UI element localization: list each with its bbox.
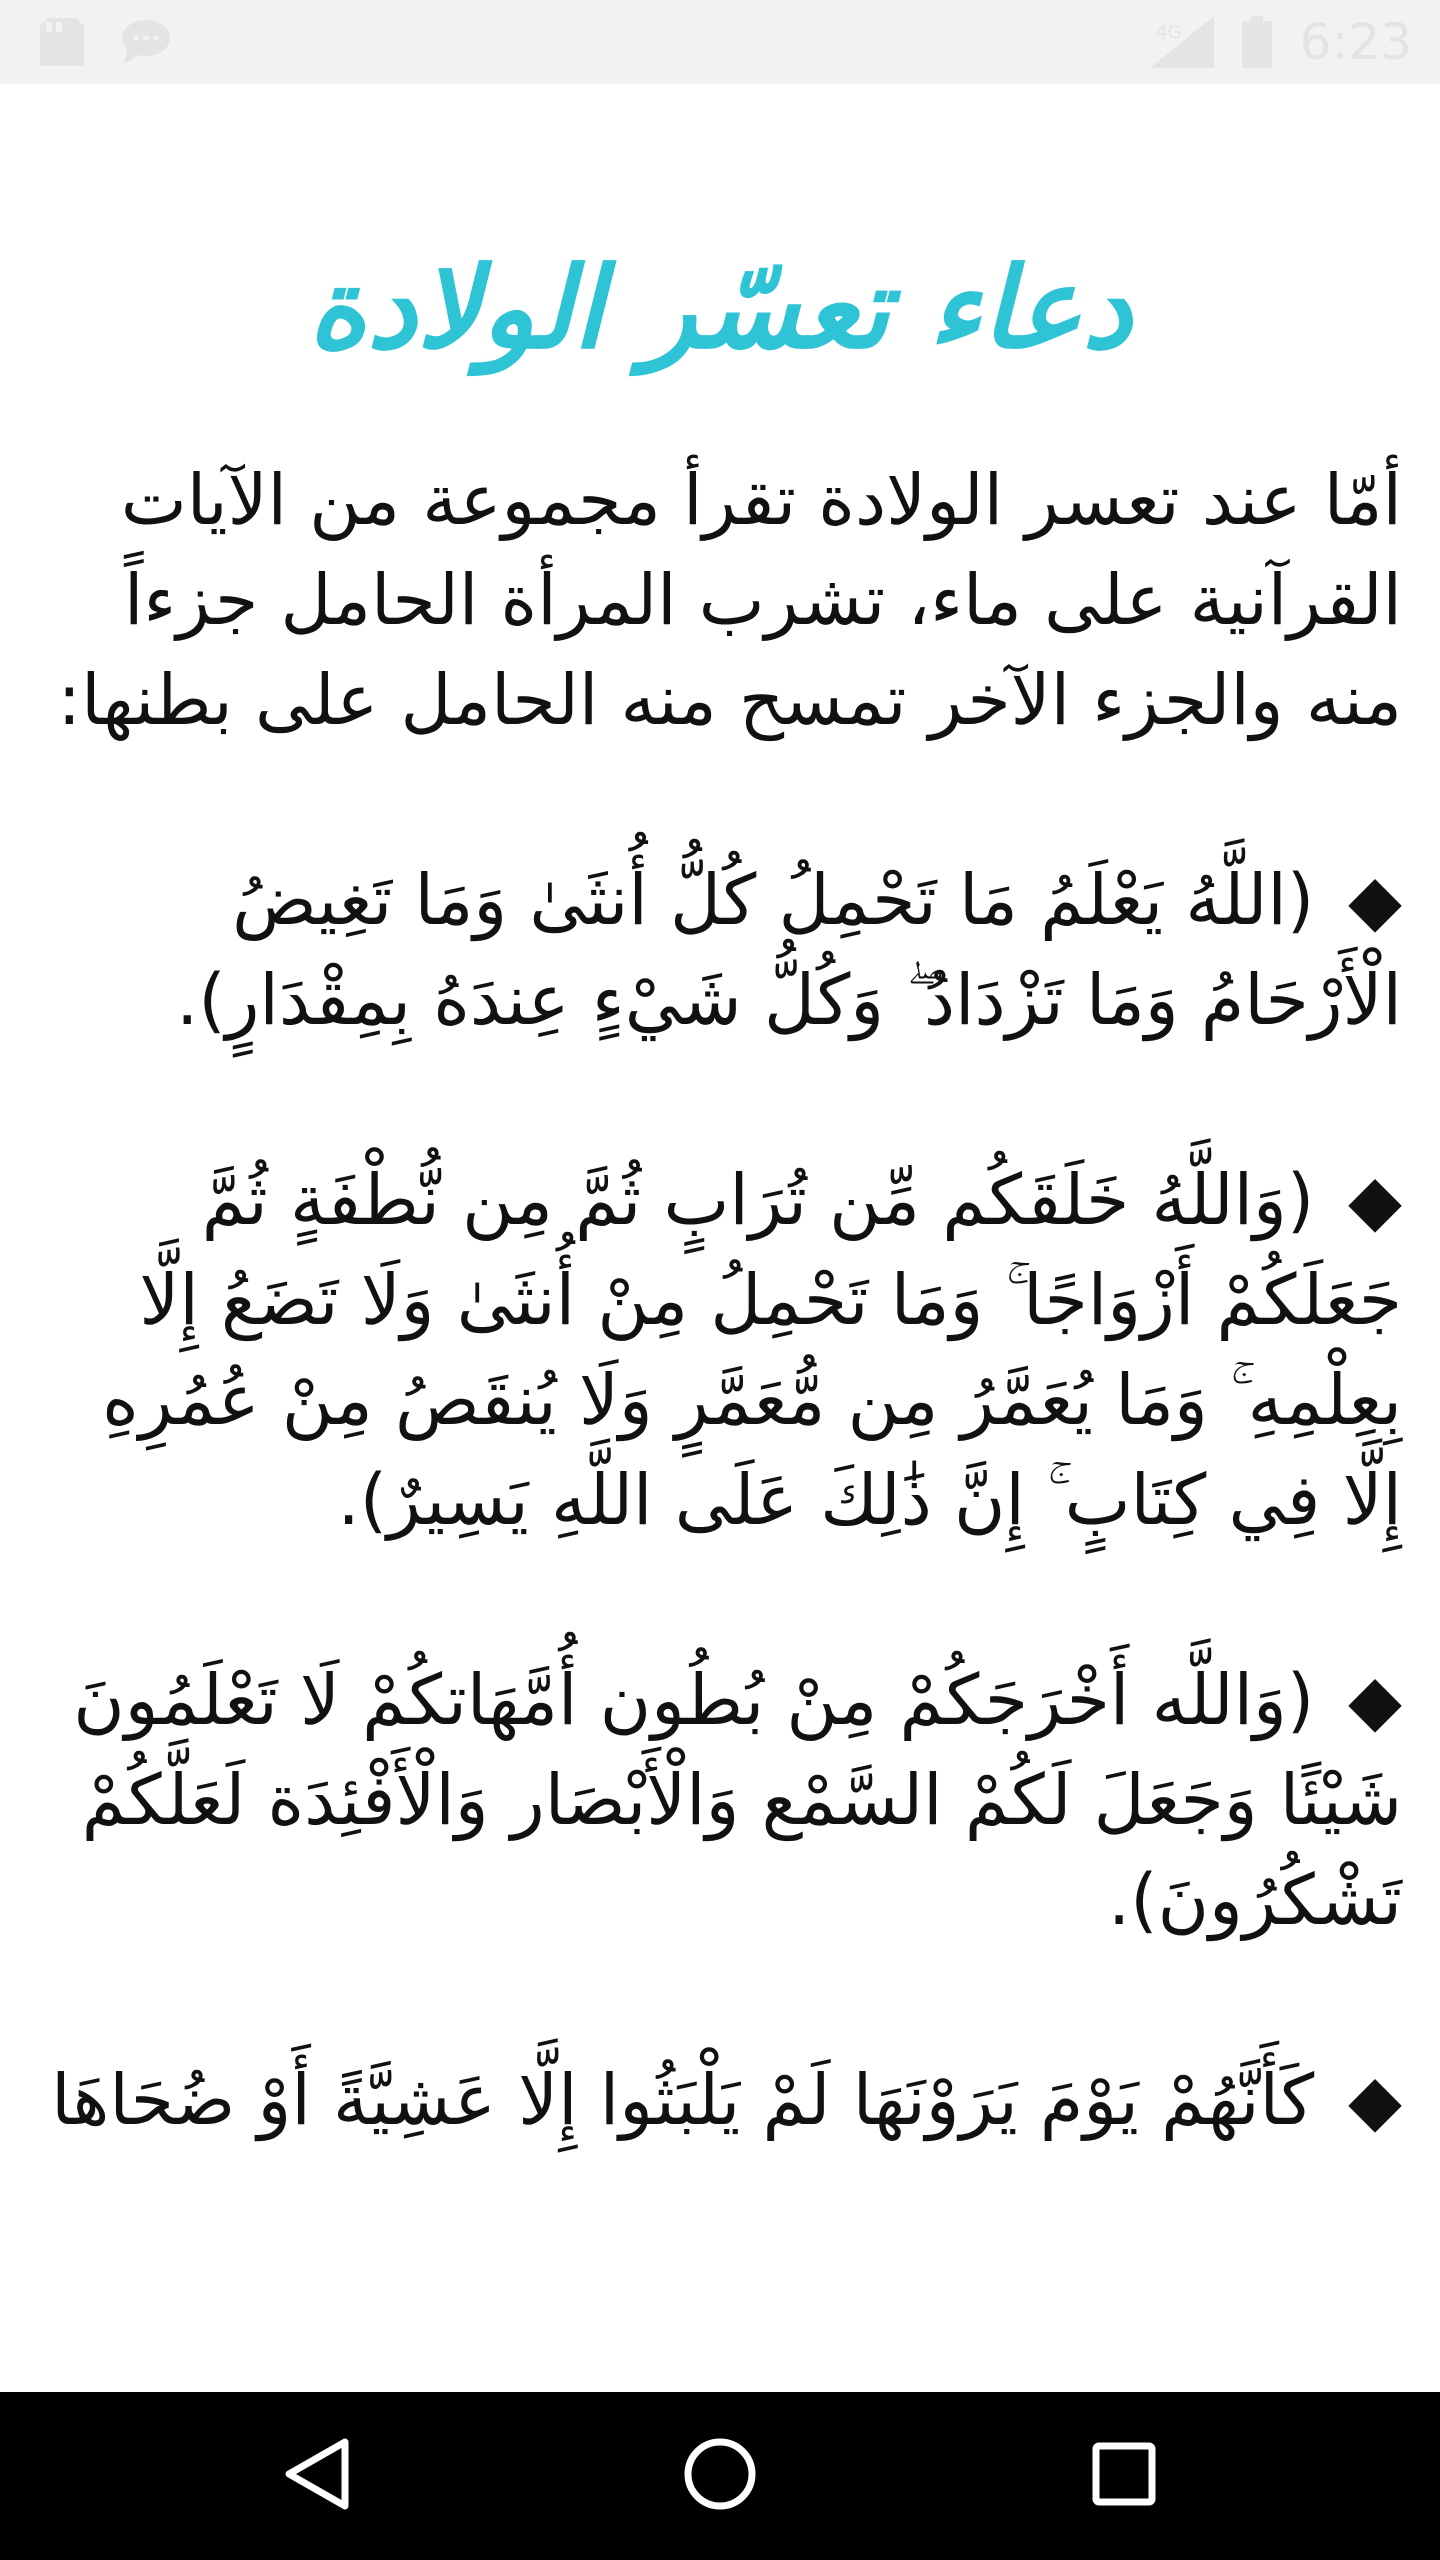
diamond-bullet-icon: ◆ bbox=[1348, 2059, 1402, 2141]
verse-item bbox=[50, 850, 1402, 1050]
page-title: دعاء تعسّر الولادة bbox=[308, 244, 1132, 374]
verse-text: كَأَنَّهُمْ يَوْمَ يَرَوْنَهَا لَمْ يَلْبَثُوا إِلَّا عَشِيَّةً أَوْ ضُحَاهَا bbox=[51, 2059, 1315, 2141]
home-icon bbox=[683, 2437, 757, 2515]
status-time: 6:23 bbox=[1299, 13, 1412, 71]
network-type-label: 4G bbox=[1155, 22, 1182, 43]
verse-item bbox=[50, 1650, 1402, 1950]
notification-icon bbox=[40, 18, 84, 66]
diamond-bullet-icon: ◆ bbox=[1348, 1159, 1402, 1241]
status-left bbox=[40, 18, 172, 66]
home-button[interactable] bbox=[670, 2426, 770, 2526]
diamond-bullet-icon: ◆ bbox=[1348, 1659, 1402, 1741]
diamond-bullet-icon: ◆ bbox=[1348, 859, 1402, 941]
battery-icon bbox=[1242, 16, 1272, 68]
intro-paragraph: أمّا عند تعسر الولادة تقرأ مجموعة من الآيات القرآنية على ماء، تشرب المرأة الحامل جزءاً منه والجزء الآخر تمسح منه الحامل على بطنها: bbox=[57, 459, 1402, 741]
recents-icon bbox=[1092, 2442, 1156, 2510]
status-right bbox=[1150, 0, 1412, 84]
verse-text: (وَاللَّه أَخْرَجَكُمْ مِنْ بُطُون أُمَّهَاتكُمْ لَا تَعْلَمُونَ شَيْئًا وَجَعَلَ لَكُمْ السَّمْع وَالْأَبْصَار وَالْأَفْئِدَة لَعَلَّكُمْ تَشْكُرُونَ). bbox=[73, 1659, 1402, 1941]
signal-icon bbox=[1150, 16, 1214, 68]
verse-text: (اللَّهُ يَعْلَمُ مَا تَحْمِلُ كُلُّ أُنثَىٰ وَمَا تَغِيضُ الْأَرْحَامُ وَمَا تَزْدَادُ ۖ وَكُلُّ شَيْءٍ عِندَهُ بِمِقْدَارٍ). bbox=[176, 859, 1402, 1041]
back-button[interactable] bbox=[266, 2426, 366, 2526]
article-content[interactable] bbox=[0, 84, 1440, 2392]
article-body bbox=[50, 450, 1402, 2150]
verse-item bbox=[50, 2050, 1402, 2150]
chat-icon bbox=[120, 18, 172, 66]
status-bar bbox=[0, 0, 1440, 84]
back-icon bbox=[281, 2436, 351, 2516]
verse-text: (وَاللَّهُ خَلَقَكُم مِّن تُرَابٍ ثُمَّ مِن نُّطْفَةٍ ثُمَّ جَعَلَكُمْ أَزْوَاجًا ۚ وَمَا تَحْمِلُ مِنْ أُنثَىٰ وَلَا تَضَعُ إِلَّا بِعِلْمِهِ ۚ وَمَا يُعَمَّرُ مِن مُّعَمَّرٍ وَلَا يُنقَصُ مِنْ عُمُرِهِ إِلَّا فِي كِتَابٍ ۚ إِنَّ ذَٰلِكَ عَلَى اللَّهِ يَسِيرٌ). bbox=[102, 1159, 1402, 1541]
navigation-bar bbox=[0, 2392, 1440, 2560]
recents-button[interactable] bbox=[1074, 2426, 1174, 2526]
verse-item bbox=[50, 1150, 1402, 1550]
